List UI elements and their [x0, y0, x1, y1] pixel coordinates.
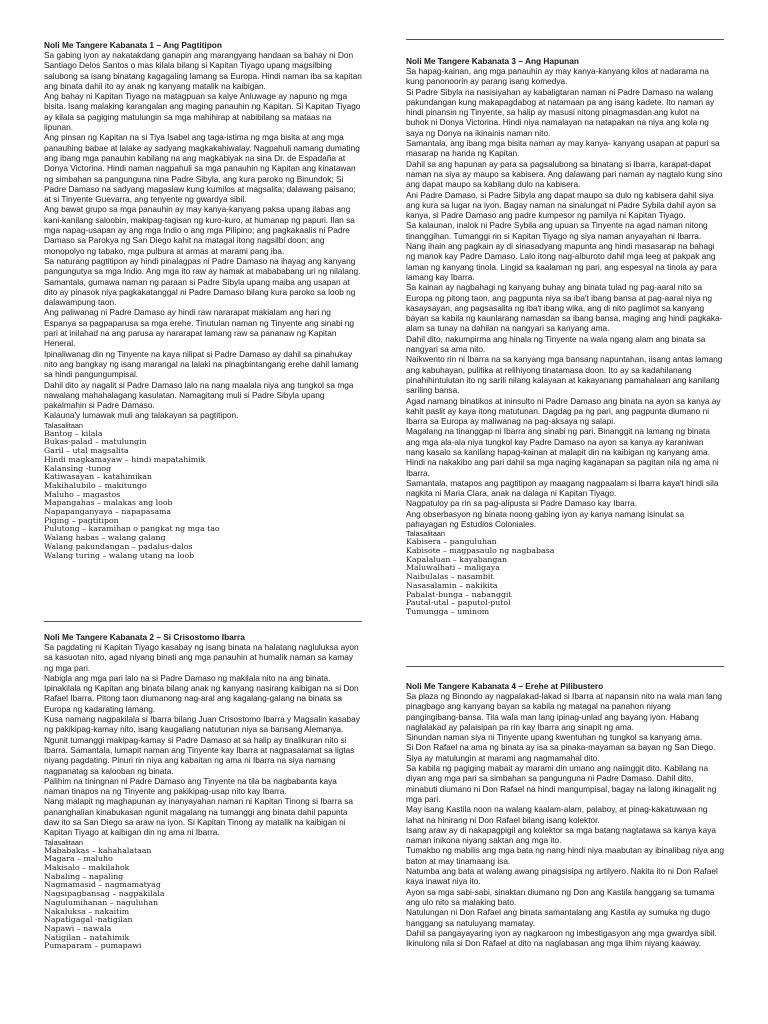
paragraph: Dahil dito, nakumpirma ang hinala ng Tinyente na wala ngang alam ang binata sa nangyari sa ama nito. — [406, 333, 706, 355]
paragraph: Ang obserbasyon ng binata noong gabing iyon ay kanya namang isinulat sa pahayagan ng Estudios Coloniales. — [406, 508, 685, 530]
vocab-item: Kapalaluan – kayabangan — [406, 554, 508, 564]
paragraph: Sa kainan ay nagbahagi ng kanyang buhay ang binata tulad ng pag-aaral nito sa Europa ng pitong taon, ang pagpunta niya sa iba't ibang bansa at pag-aaral niya ng kasaysayan, ang pagsasalita ng iba't ibang wika, ang di nito paglimot sa kanyang bayan sa kabila ng kaunlarang namasdan sa ibang bansa, maging ang hindi pagkaka-alam sa tunay na dahilan na nangyari sa kanyang ama. — [406, 282, 723, 334]
paragraph: Ngunit tumanggi makipag-kamay si Padre Damaso at sa halip ay tinalikuran nito si Ibarra. Samantala, lumapit naman ang Tinyente kay Ibarra at nagpasalamat sa ligtas niyang pagdating. Pinuri rin niya ang kabaitan ng ama ni Ibarra na siya namang nagpanatag sa kalooban ng binata. — [44, 734, 355, 776]
paragraph: Nagpatuloy pa rin sa pag-alipusta si Padre Damaso kay Ibarra. — [406, 498, 638, 509]
paragraph: Sa kalaunan, inalok ni Padre Sybila ang upuan sa Tinyente na agad naman nitong tinanggihan. Tumanggi rin si Kapitan Tiyago ng siya naman anyayahan ni Ibarra. — [406, 220, 708, 241]
chapter-2-vocab-heading: Talasalitaan — [44, 837, 84, 847]
chapter-3-vocab-list — [406, 538, 724, 616]
vocab-item: Nagulumihanan – naguluhan — [44, 897, 158, 907]
vocab-item: Napatigagal -natigilan — [44, 915, 133, 925]
vocab-item: Maluho – magastos — [44, 489, 121, 499]
paragraph: May isang Kastila noon na walang kaalam-alam, palaboy, at pinag-kakatuwaan ng lahat na hinirang ni Don Rafael bilang isang kolektor. — [406, 804, 708, 825]
paragraph: Kusa namang nagpakilala si Ibarra bilang Juan Crisostomo Ibarra y Magsalin kasabay ng pakikipag-kamay nito, isang kaugaliang natutunan niya sa bansang Alemanya. — [44, 714, 360, 735]
chapter-2-vocab-list — [44, 847, 362, 951]
paragraph: Sa naturang pagtitipon ay hindi pinalagpas ni Padre Damaso na ihayag ang kanyang pangungutya sa mga Indio. Ang mga ito raw ay hamak at mabababang uri ng nilalang. — [44, 255, 361, 277]
paragraph: Naikwento rin ni Ibarra na sa kanyang mga bansang napuntahan, iisang antas lamang ang kabuhayan, pulitika at relihiyong tinatamasa doon. Ito ay sa kadahilanang pinahihintulutan ito ng sarili nilang kalayaan at kakayanang pamahalaan ang kanilang sariling bansa. — [406, 354, 723, 396]
paragraph: Nang malapit ng maghapunan ay inanyayahan naman ni Kapitan Tinong si Ibarra sa pananghalian kinabukasan ngunit magalang na tumanggi ang binata dahil papunta daw ito sa San Diego sa araw na iyon. Si Kapitan Tinong ay matalik na kaibigan ni Kapitan Tiyago at kaibigan din ng ama ni Ibarra. — [44, 796, 354, 838]
vocab-item: Kalansing -tunog — [44, 463, 112, 473]
vocab-item: Napawi – nawala — [44, 923, 112, 933]
vocab-item: Mapangahas – malakas ang loob — [44, 498, 173, 508]
paragraph: Ang paliwanag ni Padre Damaso ay hindi raw nararapat makialam ang hari ng Espanya sa pagpaparusa sa mga erehe. Tinutulan naman ng Tinyente ang sinabi ng pari at inilahad na ang parusa ay nararapat lamang raw sa pananaw ng Kapitan Heneral. — [44, 307, 354, 349]
chapter-2-body — [44, 642, 362, 838]
chapter-1-vocab-list — [44, 430, 362, 561]
chapter-4-title: Noli Me Tangere Kabanata 4 – Erehe at Pilibustero — [406, 681, 604, 691]
chapter-4-body — [406, 691, 724, 948]
paragraph: Ayon sa mga sabi-sabi, sinaktan diumano ng Don ang Kastila hanggang sa tumama ang ulo nito sa malaking bato. — [406, 886, 715, 907]
vocab-item: Natigilan – natahimik — [44, 932, 130, 942]
paragraph: Tumakbo ng mabilis ang mga bata ng nang hindi niya maabutan ay ibinalibag niya ang baton at may tinamaang isa. — [406, 845, 724, 866]
vocab-item: Walang turing – walang utang na loob — [44, 550, 195, 560]
vocab-item: Bukas-palad – matulungin — [44, 437, 147, 447]
vocab-item: Nagmamasid – nagmamatyag — [44, 880, 161, 890]
chapter-1-title: Noli Me Tangere Kabanata 1 – Ang Pagtitipon — [44, 40, 222, 50]
paragraph: Sa pagdating ni Kapitan Tiyago kasabay ng isang binata na halatang nagluluksa ayon sa kasuotan nito, agad niyang binati ang mga panauhin at humalik naman sa kamay ng mga pari. — [44, 642, 359, 673]
section-divider — [44, 621, 362, 622]
vocab-item: Pulutong – karamihan o pangkat ng mga tao — [44, 524, 220, 534]
top-divider — [406, 39, 724, 40]
paragraph: Samantala, matapos ang pagtitipon ay maagang nagpaalam si Ibarra kaya't hindi sila nagkita ni Maria Clara, anak na dalaga ni Kapitan Tiyago. — [406, 477, 719, 499]
vocab-item: Pautal-utal – paputol-putol — [406, 598, 511, 608]
chapter-1-vocab-heading: Talasalitaan — [44, 420, 84, 430]
vocab-item: Walang pakundangan – padalus-dalos — [44, 541, 193, 551]
paragraph: Sa kabila ng pagiging mabait ay marami din umano ang naiinggit dito. Kabilang na diyan ang mga pari sa simbahan sa pangunguna ni Padre Damaso. Dahil dito, minabuti diumano ni Don Rafael na hindi mangumpisal, bagay na lalong ikinagalit ng mga pari. — [406, 763, 717, 804]
section-divider — [406, 666, 724, 667]
vocab-item: Piging – pagtitipon — [44, 515, 119, 525]
paragraph: Isang araw ay di nakapagpigil ang kolektor sa mga batang nagtatawa sa kanya kaya naman inikona niyang saktan ang mga ito. — [406, 824, 716, 846]
paragraph: Samantala, ang ibang mga bisita naman ay may kanya- kanyang usapan at papuri sa masarap na handa ng Kapitan. — [406, 138, 720, 159]
vocab-item: Makihalubilo – makitungo — [44, 480, 147, 490]
vocab-item: Tumungga – uminom — [406, 606, 490, 616]
paragraph: Nang ihain ang pagkain ay di sinasadyang mapunta ang hindi masasarap na bahagi ng manok kay Padre Damaso. Lalo itong nag-alburoto dahil mga leeg at pakpak ang laman ng kanyang tinola. Lingid sa kaalaman ng pari, ang espesyal na tinola ay para lamang kay Ibarra. — [406, 241, 717, 282]
vocab-item: Nasasalamin – nakikita — [406, 580, 498, 590]
chapter-3-body — [406, 66, 724, 529]
paragraph: Ang pinsan ng Kapitan na si Tiya Isabel ang taga-istima ng mga bisita at ang mga panauhing babae at lalake ay sadyang magkakahiwalay. Nagpahuli namang dumating ang ibang mga panauhin kabilang na ang magkabiyak na sina Dr. de Espadaña at Donya Victorina. Hindi naman nagpahuli sa mga panauhin ng Kapitan ang kinatawan ng simbahan sa pangunguna nina Padre Sibyla, ang kura paroko ng Binundok; Si Padre Damaso na sadyang magaslaw kung kumilos at magsalita; dalawang paisano; at si Tinyente Guevarra, ang tenyente ng gwardya sibil. — [44, 132, 360, 205]
paragraph: Nabigla ang mga pari lalo na si Padre Damaso ng makilala nito na ang binata. Ipinakilala ng Kapitan ang binata bilang anak ng kanyang nasirang kaibigan na si Don Rafael Ibarra. Pitong taon diumanong nag-aral ang kagalang-galang na binata sa Europa ng kadarating lamang. — [44, 672, 359, 714]
chapter-4 — [406, 681, 724, 948]
paragraph: Ipinaliwanag din ng Tinyente na kaya nilipat si Padre Damaso ay dahil sa pinahukay nito ang bangkay ng isang marangal na lalaki na pinagbintangang erehe dahil lamang sa hindi pangungumpisal. — [44, 348, 359, 380]
paragraph: Sa plaza ng Binondo ay nagpalakad-lakad si Ibarra at napansin nito na wala man lang pinagbago ang kanyang bayan sa kabila ng matagal na panahon niyang pangingibang-bansa. Tila wala man lang ipinag-unlad ang bayang iyon. Habang naglalakad ay palaisipan pa rin kay Ibarra ang sinapit ng ama. — [406, 691, 722, 732]
chapter-3 — [406, 56, 724, 617]
vocab-item: Nabaling – napaling — [44, 871, 124, 881]
vocab-item: Garil – utal magsalita — [44, 446, 129, 456]
vocab-item: Pabalat-bunga – nabanggit — [406, 589, 512, 599]
vocab-item: Pumaparam – pumapawi — [44, 941, 142, 951]
paragraph: Sinundan naman siya ni Tinyente upang kwentuhan ng tungkol sa kanyang ama. — [406, 732, 703, 743]
paragraph: Hindi na nakakibo ang pari dahil sa mga naging kaganapan sa pagitan nila ng ama ni Ibarra. — [406, 457, 719, 478]
vocab-item: Hindi magkamayaw – hindi mapatahimik — [44, 454, 206, 464]
vocab-item: Kabisote – magpasaulo ng nagbabasa — [406, 546, 555, 556]
paragraph: Dahil sa pangayayaring iyon ay nagkaroon ng imbestigasyon ang mga gwardya sibil. Ikinulong nila si Don Rafael at dito na naglabasan ang mga lihim niyang kaaway. — [406, 927, 717, 949]
vocab-item: Kabisera – panguluhan — [406, 537, 497, 547]
vocab-item: Bantog – kilala — [44, 428, 103, 438]
paragraph: Dahil dito ay nagalit si Padre Damaso lalo na nang maalala niya ang tungkol sa mga nawalang mahahalagang kasulatan. Namagitang muli si Padre Sibyla upang pakalmahin si Padre Damaso. — [44, 379, 354, 411]
paragraph: Magalang na tinanggap ni Ibarra ang sinabi ng pari. Binanggit na lamang ng binata ang mga ala-ala niya tungkol kay Padre Damaso na ayon sa kanya ay karaniwan nang kasalo sa kanilang hapag-kainan at malapit din na kaibigan ng kanyang ama. — [406, 426, 710, 457]
paragraph: Si Don Rafael na ama ng binata ay isa sa pinaka-mayaman sa bayan ng San Diego. Siya ay matulungin at marami ang nagmamahal dito. — [406, 742, 716, 763]
vocab-item: Walang habas – walang galang — [44, 533, 166, 543]
chapter-2 — [44, 632, 362, 951]
vocab-item: Katiwasayan – katahimikan — [44, 472, 152, 482]
chapter-1 — [44, 40, 362, 560]
vocab-item: Nagsipagbansag – nagpakilala — [44, 889, 165, 899]
chapter-3-vocab-heading: Talasalitaan — [406, 529, 446, 539]
paragraph: Sa hapag-kainan, ang mga panauhin ay may kanya-kanyang kilos at nadarama na kung panonoorin ay parang isang komedya. — [406, 66, 710, 87]
paragraph: Sa gabing iyon ay nakatakdang ganapin ang marangyang handaan sa bahay ni Don Santiago Delos Santos o mas kilala bilang si Kapitan Tiyago upang magsilbing salubong sa isang binatang kagagaling lamang sa Europa. Hindi naman iba sa kapitan ang binata dahil ito ay anak ng kanyang matalik na kaibigan. — [44, 50, 362, 91]
vocab-item: Naibulalas – nasambit — [406, 572, 494, 582]
vocab-item: Nakaluksa – nakaitim — [44, 906, 130, 916]
paragraph: Kalauna'y lumawak muli ang talakayan sa pagtitipon. — [44, 410, 239, 421]
vocab-item: Makisalo – makilahok — [44, 863, 130, 873]
vocab-item: Maluwalhati – maligaya — [406, 563, 500, 573]
chapter-3-title: Noli Me Tangere Kabanata 3 – Ang Hapunan — [406, 56, 579, 66]
chapter-2-title: Noli Me Tangere Kabanata 2 – Si Crisostomo Ibarra — [44, 632, 245, 642]
vocab-item: Napapanganyaya – napapasama — [44, 507, 172, 517]
paragraph: Agad namang binatikos at ininsulto ni Padre Damaso ang binata na ayon sa kanya ay kahit paslit ay kaya itong matutunan. Dagdag pa ng pari, ang pagpunta diumano ni Ibarra sa Europa ay maliwanag na pag-aksaya ng salapi. — [406, 395, 721, 427]
chapter-1-body — [44, 50, 362, 421]
paragraph: Palihim na tiningnan ni Padre Damaso ang Tinyente na tila ba nagbabanta kaya naman tinapos na ng Tinyente ang pakikipag-usap nito kay Ibarra. — [44, 775, 337, 797]
paragraph: Si Padre Sibyla na nasisiyahan ay kabaligtaran naman ni Padre Damaso na walang pakundangan kung makapagdabog at natamaan pa ang isang kadete. Ito naman ay hindi pinansin ng Tinyente, sa halip ay masusi nitong pinagmasdan ang kulot na buhok ni Donya Victorina. Hindi niya namalayan na natapakan na niya ang kola ng saya ng Donya na ikinainis naman nito. — [406, 86, 715, 138]
paragraph: Ang bawat grupo sa mga panauhin ay may kanya-kanyang paksa upang ilabas ang kani-kanilang saloobin, makipag-tagisan ng kuro-kuro, at humanap ng papuri. Ilan sa mga napag-usapan ay ang mga Indio o ang mga Pilipino; ang pagkakaalis ni Padre Damaso sa Parokya ng San Diego kahit na matagal itong nagsilbi doon; ang monopolyo ng tabako, mga pulbura at armas at marami pang iba. — [44, 204, 355, 256]
paragraph: Natulungan ni Don Rafael ang binata samantalang ang Kastila ay sumuka ng dugo hanggang sa natuluyang mamatay. — [406, 907, 710, 928]
vocab-item: Mababakas – kahahalataan — [44, 845, 152, 855]
vocab-item: Magara – maluho — [44, 854, 113, 864]
paragraph: Dahil sa ang hapunan ay para sa pagsalubong sa binatang si Ibarra, karapat-dapat naman na siya ay maupo sa kabisera. Ang dalawang pari naman ay nagtalo kung sino ang dapat maupo sa kabilang dulo na kabisera. — [406, 158, 723, 190]
paragraph: Ang bahay ni Kapitan Tiyago na matagpuan sa kalye Anluwage ay napuno ng mga bisita. Isang malaking karangalan ang maging panauhin ng Kapitan. Si Kapitan Tiyago ay kilala sa pagiging matulungin sa mga mahihirap at nabibilang sa mataas na lipunan. — [44, 91, 361, 133]
paragraph: Ani Padre Damaso, si Padre Sibyla ang dapat maupo sa dulo ng kabisera dahil siya ang kura sa lugar na iyon. Bagay naman na sinalungat ni Padre Sybila dahil ayon sa kanya, si Padre Damaso ang padre kumpesor ng pamilya ni Kapitan Tiyago. — [406, 189, 716, 221]
paragraph: Samantala, gumawa naman ng paraan si Padre Sibyla upang maiba ang usapan at dito ay pinasok niya pagkakatanggal ni Padre Damaso bilang kura paroko sa loob ng dalawampung taon. — [44, 276, 356, 308]
paragraph: Natumba ang bata at walang awang pinagsisipa ng artilyero. Nakita ito ni Don Rafael kaya inawat niya ito. — [406, 866, 718, 887]
